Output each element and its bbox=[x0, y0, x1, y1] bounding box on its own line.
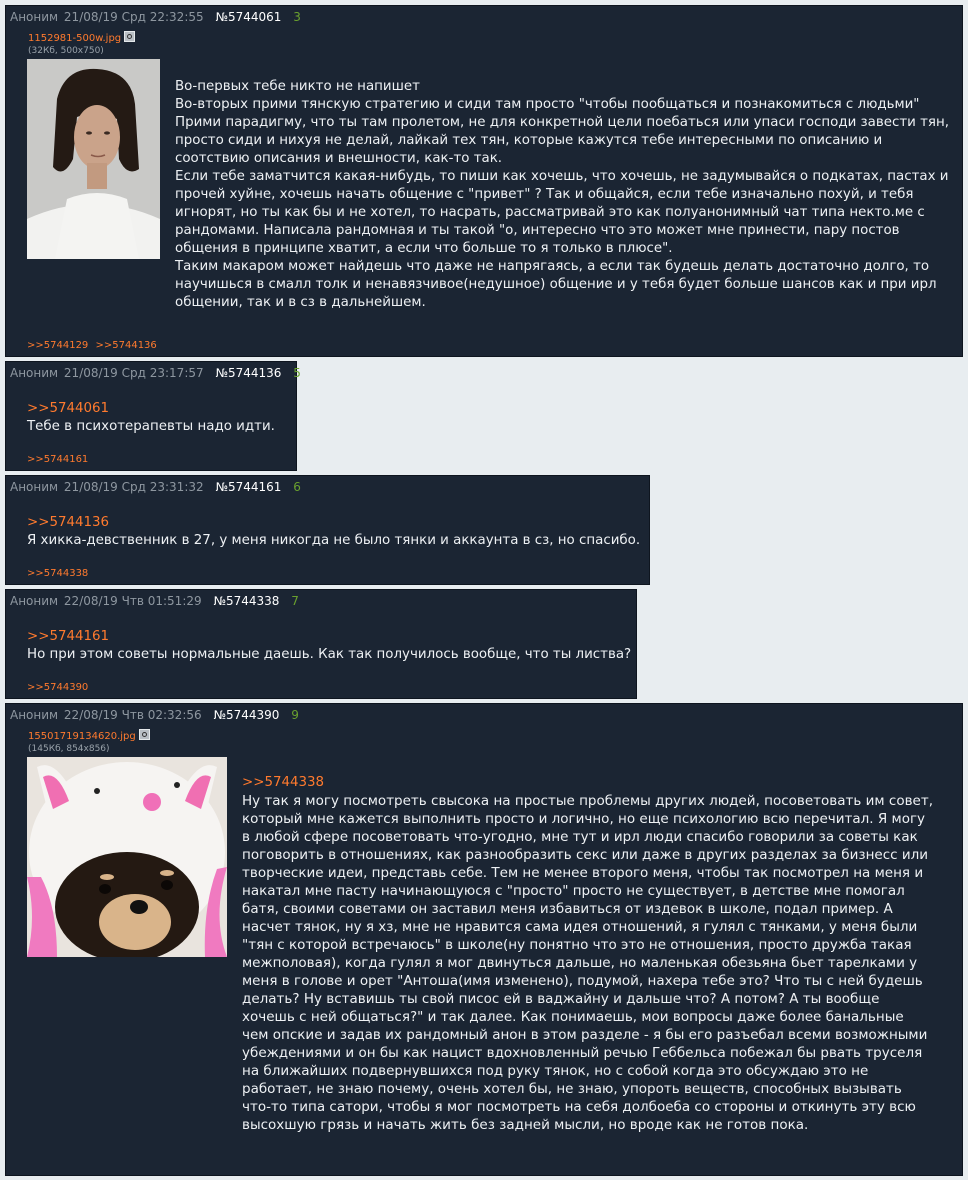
message-line: Прими парадигму, что ты там пролетом, не для конкретной цели поебаться или упаси господи завести тян, просто сиди и нихуя не делай, лайкай тех тян, которые кажутся тебе интересными по описанию и соотствию описания и внешности, как-то так. bbox=[175, 115, 950, 166]
poster-name: Аноним bbox=[10, 366, 59, 380]
message-line: Во-первых тебе никто не напишет bbox=[175, 79, 420, 94]
message-line: Но при этом советы нормальные даешь. Как так получилось вообще, что ты листва? bbox=[27, 647, 632, 662]
message-line: Во-вторых прими тянскую стратегию и сиди там просто "чтобы пообщаться и познакомиться с людьми" bbox=[175, 97, 920, 112]
reply-link[interactable]: >>5744129 bbox=[27, 340, 89, 351]
post-date: 21/08/19 Срд 22:32:55 bbox=[63, 10, 204, 24]
post-date: 21/08/19 Срд 23:31:32 bbox=[63, 480, 204, 494]
reply-links bbox=[27, 568, 92, 580]
post-counter: 5 bbox=[293, 366, 301, 380]
post-header bbox=[10, 594, 299, 608]
attachment-filename-link[interactable] bbox=[28, 31, 135, 45]
message-line: Ну так я могу посмотреть свысока на простые проблемы других людей, посоветовать им совет, который мне кажется выполнить просто и логично, но еще психологию всю перечитал. Я могу в любой сфере посоветовать что-угодно, мне тут и ирл люди спасибо говорили за советы как поговорить в отношениях, как разнообразить секс или даже в других разделах за бизнесс или творческие идеи, представь себе. Тем не менее второго меня, чтобы так посмотрел на меня и накатал мне пасту начинающуюся с "просто" просто не существует, в детстве мне помогал батя, своими советами он заставил меня избавиться от издевок в школе, подал пример. А насчет тянок, ну я хз, мне не нравится сама идея отношений, я гулял с тянками, у меня были "тян с которой встречаюсь" в школе(ну понятно что это не отношения, просто дружба такая межполовая), когда гулял я мог двинуться дальше, но маленькая обезьяна бьет тарелками у меня в голове и орет "Антоша(имя изменено), подумой, нахера тебе это? Что ты с ней будешь делать? Ну вставишь ты свой писос ей в ваджайну и дальше что? А потом? А ты вообще хочешь с ней общаться?" и так далее. Как понимаешь, мои вопросы даже более банальные чем опские и задав их рандомный анон в этом разделе - я бы его разъебал всеми возможными убеждениями и он бы как нацист вдохновленный речью Геббельса побежал бы рвать труселя на ближайших подвернувшихся под руку тянок, но с собой когда это обсуждаю это не работает, не знаю почему, очень хотел бы, не знаю, упороть веществ, способных вызывать что-то типа сатори, чтобы я мог посмотреть на себя долбоеба со стороны и откинуть эту всю высохшую грязь и начать жить без задней мысли, но вроде как не готов пока. bbox=[242, 793, 933, 1133]
post-5744338 bbox=[5, 589, 637, 699]
post-message bbox=[27, 400, 292, 436]
post-counter: 9 bbox=[291, 708, 299, 722]
post-5744390 bbox=[5, 703, 963, 1176]
attachment-filename-link[interactable] bbox=[28, 729, 150, 743]
reply-link[interactable]: >>5744136 bbox=[95, 340, 157, 351]
message-line: Тебе в психотерапевты надо идти. bbox=[27, 419, 275, 434]
post-message bbox=[242, 774, 934, 1134]
post-header bbox=[10, 10, 301, 24]
message-line: Я хикка-девственник в 27, у меня никогда не было тянки и аккаунта в сз, но спасибо. bbox=[27, 533, 641, 548]
attachment-meta: (32Кб, 500x750) bbox=[28, 46, 104, 56]
post-date: 22/08/19 Чтв 01:51:29 bbox=[63, 594, 202, 608]
reply-links bbox=[27, 682, 92, 694]
quote-link[interactable]: >>5744338 bbox=[242, 775, 325, 790]
post-5744161 bbox=[5, 475, 650, 585]
dog-in-cat-hat-image bbox=[27, 757, 227, 957]
attachment-filename: 15501719134620.jpg bbox=[28, 731, 136, 742]
post-header bbox=[10, 480, 301, 494]
reply-link[interactable]: >>5744338 bbox=[27, 568, 89, 579]
post-message bbox=[175, 78, 950, 312]
poster-name: Аноним bbox=[10, 480, 59, 494]
post-counter: 7 bbox=[291, 594, 299, 608]
quote-link[interactable]: >>5744136 bbox=[27, 515, 110, 530]
attachment-filename: 1152981-500w.jpg bbox=[28, 33, 122, 44]
post-number-link[interactable]: №5744061 bbox=[215, 10, 282, 24]
attachment-thumbnail[interactable] bbox=[27, 757, 227, 957]
attachment-thumbnail[interactable] bbox=[27, 59, 160, 259]
post-date: 22/08/19 Чтв 02:32:56 bbox=[63, 708, 202, 722]
reply-link[interactable]: >>5744390 bbox=[27, 682, 89, 693]
message-line: Если тебе заматчится какая-нибудь, то пиши как хочешь, что хочешь, не задумывайся о подкатах, пастах и прочей хуйне, хочешь начать общение с "привет" ? Так и общайся, если тебе изначально похуй, и тебя игнорят, но ты как бы и не хотел, то насрать, рассматривай это как полуанонимный чат типа некто.ме с рандомами. Написала рандомная и ты такой "о, интересно что это может мне принести, пару постов общения в принципе хватит, а если что больше то я только в плюсе". bbox=[175, 169, 949, 256]
post-header bbox=[10, 708, 299, 722]
poster-name: Аноним bbox=[10, 594, 59, 608]
post-message bbox=[27, 628, 632, 664]
quote-link[interactable]: >>5744061 bbox=[27, 401, 110, 416]
post-number-link[interactable]: №5744136 bbox=[215, 366, 282, 380]
reply-links bbox=[27, 454, 92, 466]
poster-name: Аноним bbox=[10, 708, 59, 722]
reply-links bbox=[27, 340, 161, 352]
reply-link[interactable]: >>5744161 bbox=[27, 454, 89, 465]
post-number-link[interactable]: №5744338 bbox=[213, 594, 280, 608]
search-icon[interactable] bbox=[124, 31, 135, 42]
post-number-link[interactable]: №5744161 bbox=[215, 480, 282, 494]
attachment-meta: (145Кб, 854x856) bbox=[28, 744, 110, 754]
post-5744136 bbox=[5, 361, 301, 471]
post-5744061 bbox=[5, 5, 963, 357]
poster-name: Аноним bbox=[10, 10, 59, 24]
post-date: 21/08/19 Срд 23:17:57 bbox=[63, 366, 204, 380]
post-counter: 3 bbox=[293, 10, 301, 24]
message-line: Таким макаром может найдешь что даже не напрягаясь, а если так будешь делать достаточно долго, то научишься в смалл толк и ненавязчивое(недушное) общение и у тебя будет больше шансов как и при ирл общении, так и в сз в дальнейшем. bbox=[175, 259, 937, 310]
quote-link[interactable]: >>5744161 bbox=[27, 629, 110, 644]
man-portrait-image bbox=[27, 59, 160, 259]
post-counter: 6 bbox=[293, 480, 301, 494]
post-message bbox=[27, 514, 642, 550]
search-icon[interactable] bbox=[139, 729, 150, 740]
post-number-link[interactable]: №5744390 bbox=[213, 708, 280, 722]
post-header bbox=[10, 366, 301, 380]
